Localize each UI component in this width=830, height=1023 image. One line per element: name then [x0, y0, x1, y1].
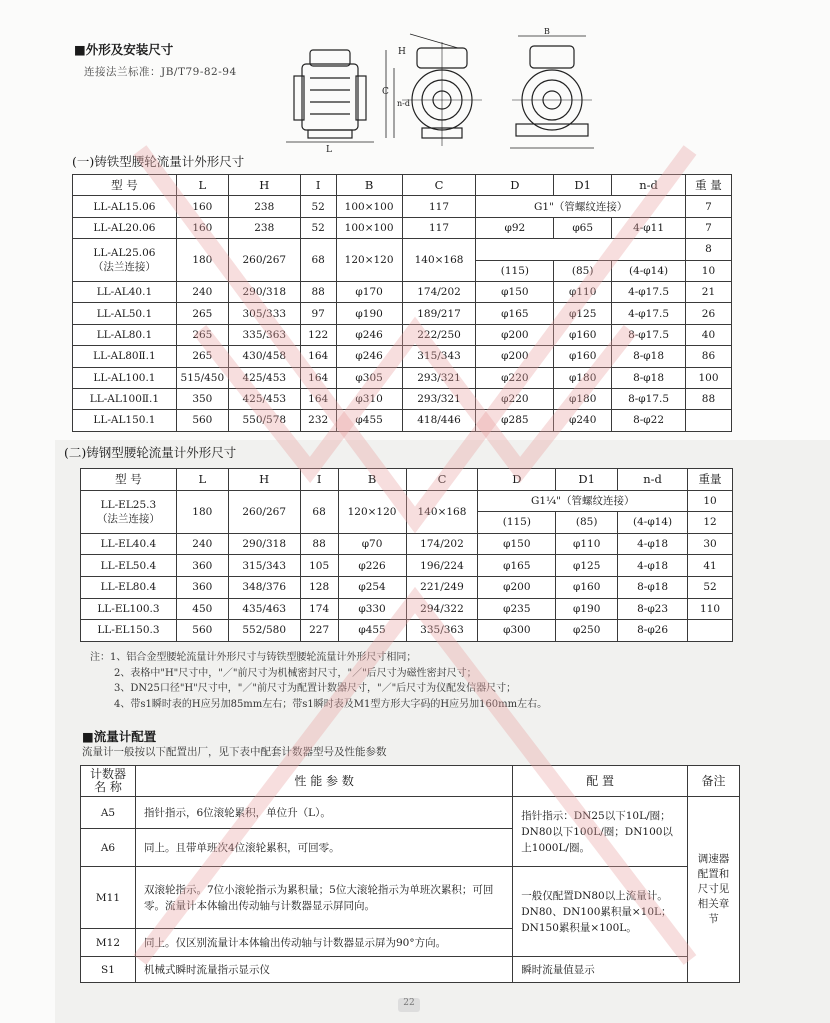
cell: 4-φ17.5 — [612, 303, 686, 324]
col-header-l: L — [176, 175, 228, 196]
cell: 8-φ17.5 — [612, 324, 686, 345]
dimension-drawings — [282, 28, 602, 154]
counter-code: A5 — [81, 797, 136, 829]
cell: φ110 — [556, 533, 618, 555]
performance-text: 双滚轮指示。7位小滚轮指示为累积量；5位大滚轮指示为单班次累积；可回零。流量计本体输出传动轴与计数器显示屏同向。 — [135, 867, 512, 929]
cell: 425/453 — [228, 388, 300, 409]
col-header-d1: D1 — [554, 175, 612, 196]
cell: 348/376 — [228, 576, 300, 598]
cell: φ310 — [336, 388, 402, 409]
cell: φ160 — [554, 346, 612, 367]
cell: 290/318 — [228, 281, 300, 302]
cell: 335/363 — [406, 620, 478, 642]
config-text: 一般仅配置DN80以上流量计。DN80、DN100累积量×10L；DN150累积量×100L。 — [513, 867, 688, 957]
label-b: B — [544, 28, 550, 36]
cell: 8-φ17.5 — [612, 388, 686, 409]
cell: 4-φ18 — [618, 533, 688, 555]
cell: φ305 — [336, 367, 402, 388]
cell: φ455 — [338, 620, 406, 642]
cell: φ190 — [556, 598, 618, 620]
model-name: LL-AL25.06 — [93, 247, 156, 260]
table-row — [81, 620, 733, 642]
cell: φ220 — [476, 367, 554, 388]
cell: 41 — [688, 555, 733, 577]
table-row — [81, 555, 733, 577]
cell: 7 — [685, 196, 731, 217]
cell: 174/202 — [406, 533, 478, 555]
cell: LL-AL80.1 — [73, 324, 177, 345]
cell-model — [81, 490, 177, 533]
side-view-drawing — [286, 50, 386, 142]
col-header-l: L — [176, 469, 228, 491]
table-header-row — [81, 469, 733, 491]
col-header-c: C — [406, 469, 478, 491]
cell: 450 — [176, 598, 228, 620]
cell: LL-AL20.06 — [73, 217, 177, 238]
col-header-weight: 重 量 — [685, 175, 731, 196]
col-header-model: 型 号 — [73, 175, 177, 196]
cell: (4-φ14) — [618, 512, 688, 534]
performance-text: 指针指示，6位滚轮累积，单位升（L）。 — [135, 797, 512, 829]
cell: 4-φ18 — [618, 555, 688, 577]
col-header-h: H — [228, 175, 300, 196]
cell: 117 — [402, 196, 476, 217]
cell: 164 — [300, 346, 336, 367]
col-header-performance: 性 能 参 数 — [135, 766, 512, 797]
cell: 97 — [300, 303, 336, 324]
cell: 265 — [176, 324, 228, 345]
cell: φ226 — [338, 555, 406, 577]
cell: 100×100 — [336, 217, 402, 238]
table-row — [73, 388, 732, 409]
cell: 8-φ22 — [612, 410, 686, 431]
cell: 40 — [685, 324, 731, 345]
cell: 418/446 — [402, 410, 476, 431]
cell: 238 — [228, 217, 300, 238]
cell: 180 — [176, 239, 228, 282]
cell-model — [73, 239, 177, 282]
table-row — [81, 490, 733, 512]
table-row — [81, 598, 733, 620]
col-header-model: 型 号 — [81, 469, 177, 491]
cell: 140×168 — [402, 239, 476, 282]
cell: 160 — [176, 196, 228, 217]
cell: 350 — [176, 388, 228, 409]
cell: LL-EL40.4 — [81, 533, 177, 555]
table-header-row — [81, 766, 740, 797]
cell: φ110 — [554, 281, 612, 302]
cell: LL-AL150.1 — [73, 410, 177, 431]
cell: LL-AL40.1 — [73, 281, 177, 302]
cell: 86 — [685, 346, 731, 367]
cell: 122 — [300, 324, 336, 345]
cell: 52 — [688, 576, 733, 598]
table-row — [81, 957, 740, 983]
col-header-c: C — [402, 175, 476, 196]
cell: φ455 — [336, 410, 402, 431]
label-nd: n-d — [397, 99, 410, 108]
cell: 238 — [228, 196, 300, 217]
cell: φ246 — [336, 324, 402, 345]
cell: 360 — [176, 576, 228, 598]
cell: φ254 — [338, 576, 406, 598]
remark-text: 调速器配置和尺寸见相关章节 — [688, 797, 740, 983]
cell: φ240 — [554, 410, 612, 431]
note-line: 注：1、铝合金型腰轮流量计外形尺寸与铸铁型腰轮流量计外形尺寸相同； — [90, 652, 417, 663]
table-row — [73, 281, 732, 302]
performance-text: 同上。且带单班次4位滚轮累积，可回零。 — [135, 829, 512, 867]
section-title-config: ■流量计配置 — [82, 729, 157, 744]
col-header-counter: 计数器名 称 — [81, 766, 136, 797]
cell: φ65 — [554, 217, 612, 238]
cell: 174/202 — [402, 281, 476, 302]
cell: 8-φ26 — [618, 620, 688, 642]
cell: 260/267 — [228, 239, 300, 282]
cell: 110 — [688, 598, 733, 620]
notes — [90, 650, 547, 712]
cell: 88 — [300, 281, 336, 302]
col-header-config: 配 置 — [513, 766, 688, 797]
cell: φ190 — [336, 303, 402, 324]
table2-title: (二)铸钢型腰轮流量计外形尺寸 — [64, 445, 237, 460]
cell: φ200 — [478, 576, 556, 598]
table-row — [73, 239, 732, 260]
cell: 88 — [300, 533, 338, 555]
table-row — [81, 533, 733, 555]
cell: 515/450 — [176, 367, 228, 388]
cell: φ150 — [478, 533, 556, 555]
cell: φ92 — [476, 217, 554, 238]
cell: 360 — [176, 555, 228, 577]
performance-text: 同上。仅区别流量计本体输出传动轴与计数器显示屏为90°方向。 — [135, 929, 512, 957]
cell: 105 — [300, 555, 338, 577]
cell: 68 — [300, 239, 336, 282]
cell: 560 — [176, 620, 228, 642]
cell: 315/343 — [402, 346, 476, 367]
cell: 221/249 — [406, 576, 478, 598]
note-line: 2、表格中"H"尺寸中，"／"前尺寸为机械密封尺寸，"／"后尺寸为磁性密封尺寸； — [114, 667, 477, 679]
table-header-row — [73, 175, 732, 196]
cell: 265 — [176, 346, 228, 367]
cell: 435/463 — [228, 598, 300, 620]
col-header-weight: 重量 — [688, 469, 733, 491]
front-view-drawing — [394, 34, 482, 146]
cell: 293/321 — [402, 388, 476, 409]
cell: 52 — [300, 196, 336, 217]
cell: 8 — [685, 239, 731, 260]
cell: 425/453 — [228, 367, 300, 388]
cell: φ200 — [476, 346, 554, 367]
cell: G1¼"（管螺纹连接） — [478, 490, 688, 512]
cell — [476, 239, 686, 260]
col-header-b: B — [338, 469, 406, 491]
cell: 30 — [688, 533, 733, 555]
cell: 164 — [300, 367, 336, 388]
cell: LL-EL150.3 — [81, 620, 177, 642]
performance-text: 机械式瞬时流量指示显示仪 — [135, 957, 512, 983]
cell: 117 — [402, 217, 476, 238]
counter-code: S1 — [81, 957, 136, 983]
cell: 265 — [176, 303, 228, 324]
table-row — [81, 867, 740, 929]
cell: φ165 — [478, 555, 556, 577]
cell: 8-φ23 — [618, 598, 688, 620]
top-view-drawing — [510, 36, 594, 148]
cell: 174 — [300, 598, 338, 620]
cell: 290/318 — [228, 533, 300, 555]
table-row — [73, 367, 732, 388]
cell: 88 — [685, 388, 731, 409]
label-h: H — [398, 47, 406, 57]
counter-config-table — [80, 765, 740, 983]
cell: LL-AL100.1 — [73, 367, 177, 388]
table-row — [81, 797, 740, 829]
counter-code: M12 — [81, 929, 136, 957]
note-line: 4、带s1瞬时表的H应另加85mm左右；带s1瞬时表及M1型方形大字码的H应另加160mm左右。 — [114, 698, 548, 710]
model-note: （法兰连接） — [96, 512, 160, 525]
cell: 240 — [176, 533, 228, 555]
config-intro: 流量计一般按以下配置出厂，见下表中配套计数器型号及性能参数 — [82, 746, 387, 758]
label-l: L — [326, 145, 332, 154]
section-title-dimensions: ■外形及安装尺寸 — [74, 42, 174, 57]
cell: 552/580 — [228, 620, 300, 642]
table-row — [73, 410, 732, 431]
cell: φ300 — [478, 620, 556, 642]
page-number: 22 — [398, 998, 420, 1012]
cell: (4-φ14) — [612, 260, 686, 281]
cell: φ165 — [476, 303, 554, 324]
table-row — [73, 346, 732, 367]
cell: φ246 — [336, 346, 402, 367]
cell: 315/343 — [228, 555, 300, 577]
col-header-i: I — [300, 175, 336, 196]
cell: 196/224 — [406, 555, 478, 577]
col-header-d1: D1 — [556, 469, 618, 491]
cell: 293/321 — [402, 367, 476, 388]
model-name: LL-EL25.3 — [100, 498, 157, 511]
counter-code: A6 — [81, 829, 136, 867]
table-row — [73, 217, 732, 238]
cell: 140×168 — [406, 490, 478, 533]
cell — [685, 410, 731, 431]
col-header-nd: n-d — [612, 175, 686, 196]
table1-title: (一)铸铁型腰轮流量计外形尺寸 — [72, 154, 245, 169]
col-header-d: D — [478, 469, 556, 491]
cell: φ180 — [554, 388, 612, 409]
cell: 227 — [300, 620, 338, 642]
cell: (85) — [556, 512, 618, 534]
cell: φ200 — [476, 324, 554, 345]
cell: 7 — [685, 217, 731, 238]
col-header-d: D — [476, 175, 554, 196]
cell: 430/458 — [228, 346, 300, 367]
cell: LL-AL100Ⅱ.1 — [73, 388, 177, 409]
cell: 8-φ18 — [612, 346, 686, 367]
cell: 180 — [176, 490, 228, 533]
cell: φ125 — [556, 555, 618, 577]
col-header-h: H — [228, 469, 300, 491]
cell: φ235 — [478, 598, 556, 620]
cell: (115) — [478, 512, 556, 534]
cell: 260/267 — [228, 490, 300, 533]
cell: 232 — [300, 410, 336, 431]
cell: (85) — [554, 260, 612, 281]
cell: 68 — [300, 490, 338, 533]
cell: LL-EL80.4 — [81, 576, 177, 598]
label-c: C — [382, 87, 389, 97]
cell: 222/250 — [402, 324, 476, 345]
cell: φ250 — [556, 620, 618, 642]
cell: 120×120 — [338, 490, 406, 533]
cast-iron-dimension-table — [72, 174, 732, 432]
cell: 160 — [176, 217, 228, 238]
table-row — [73, 324, 732, 345]
table-row — [73, 196, 732, 217]
cell: φ150 — [476, 281, 554, 302]
table-row — [73, 303, 732, 324]
cell: φ160 — [556, 576, 618, 598]
cell: 26 — [685, 303, 731, 324]
cell: φ125 — [554, 303, 612, 324]
cell: 305/333 — [228, 303, 300, 324]
counter-code: M11 — [81, 867, 136, 929]
cell: LL-EL50.4 — [81, 555, 177, 577]
cell: LL-AL50.1 — [73, 303, 177, 324]
note-line: 3、DN25口径"H"尺寸中，"／"前尺寸为配置计数器尺寸，"／"后尺寸为仪配发信器尺寸； — [114, 683, 517, 694]
cell: 240 — [176, 281, 228, 302]
cell: 4-φ11 — [612, 217, 686, 238]
cell: φ170 — [336, 281, 402, 302]
col-header-b: B — [336, 175, 402, 196]
cell: LL-AL80Ⅱ.1 — [73, 346, 177, 367]
cell: 120×120 — [336, 239, 402, 282]
cell: φ220 — [476, 388, 554, 409]
cell: 10 — [688, 490, 733, 512]
table-row — [81, 576, 733, 598]
cell: φ160 — [554, 324, 612, 345]
cell: 560 — [176, 410, 228, 431]
cell: 21 — [685, 281, 731, 302]
cell: 52 — [300, 217, 336, 238]
cell: 100 — [685, 367, 731, 388]
cell: LL-AL15.06 — [73, 196, 177, 217]
cell: G1"（管螺纹连接） — [476, 196, 686, 217]
col-header-i: I — [300, 469, 338, 491]
config-text: 瞬时流量值显示 — [513, 957, 688, 983]
cell: 335/363 — [228, 324, 300, 345]
col-header-nd: n-d — [618, 469, 688, 491]
cell: 550/578 — [228, 410, 300, 431]
cell: (115) — [476, 260, 554, 281]
cast-steel-dimension-table — [80, 468, 733, 642]
cell: LL-EL100.3 — [81, 598, 177, 620]
cell: φ180 — [554, 367, 612, 388]
cell: 12 — [688, 512, 733, 534]
col-header-remark: 备注 — [688, 766, 740, 797]
cell: 294/322 — [406, 598, 478, 620]
cell: 8-φ18 — [618, 576, 688, 598]
cell: 8-φ18 — [612, 367, 686, 388]
cell: φ70 — [338, 533, 406, 555]
cell: 10 — [685, 260, 731, 281]
cell: φ285 — [476, 410, 554, 431]
cell: φ330 — [338, 598, 406, 620]
cell: 100×100 — [336, 196, 402, 217]
model-note: （法兰连接） — [92, 261, 156, 274]
cell: 4-φ17.5 — [612, 281, 686, 302]
cell: 189/217 — [402, 303, 476, 324]
cell: 128 — [300, 576, 338, 598]
cell — [688, 620, 733, 642]
flange-standard: 连接法兰标准：JB/T79-82-94 — [84, 66, 237, 78]
cell: 164 — [300, 388, 336, 409]
config-text: 指针指示：DN25以下10L/圈；DN80以下100L/圈；DN100以上1000L/圈。 — [513, 797, 688, 867]
